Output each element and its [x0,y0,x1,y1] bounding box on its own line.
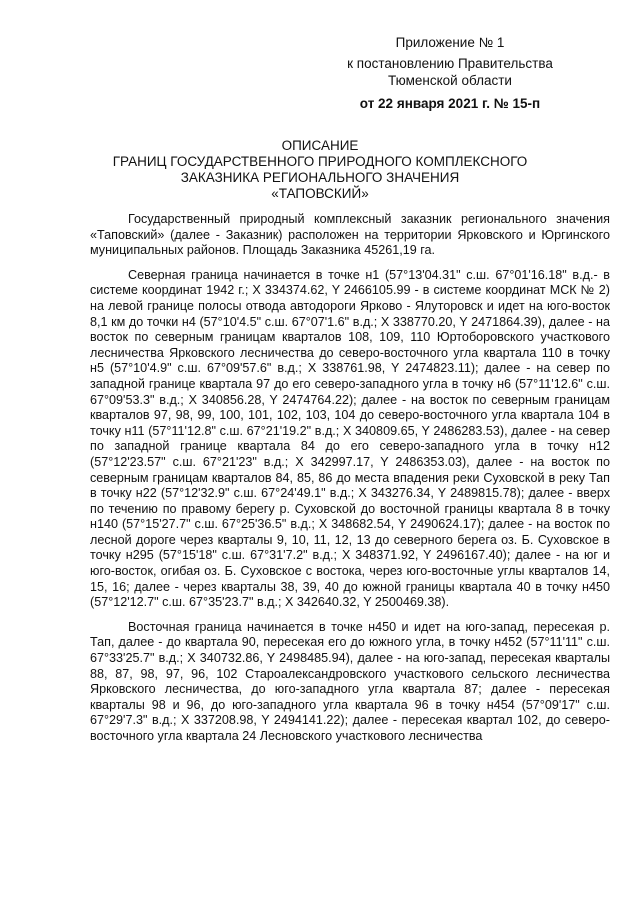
resolution-date: от 22 января 2021 г. № 15-п [359,96,541,111]
appendix-number: Приложение № 1 [395,35,505,50]
paragraph-intro: Государственный природный комплексный заказник регионального значения «Таповский» (далее - Заказник) расположен на территории Ярковского и Юргинского муниципальных районов. Площадь Заказника 45261,19 га. [90,212,610,258]
title-line-4: «ТАПОВСКИЙ» [271,186,369,201]
appendix-header [320,34,580,112]
resolution-reference: к постановлению Правительства [347,56,553,71]
region-name: Тюменской области [388,73,512,88]
title-line-3: ЗАКАЗНИКА РЕГИОНАЛЬНОГО ЗНАЧЕНИЯ [180,170,460,185]
title-line-2: ГРАНИЦ ГОСУДАРСТВЕННОГО ПРИРОДНОГО КОМПЛЕКСНОГО [112,154,528,169]
title-line-1: ОПИСАНИЕ [281,138,359,153]
document-title [60,138,580,202]
paragraph-northern-border: Северная граница начинается в точке н1 (57°13'04.31" с.ш. 67°01'16.18" в.д.- в системе координат 1942 г.; X 334374.62, Y 2466105.99 - в системе координат МСК № 2) на левой границе полосы отвода автодороги Ярково - Ялуторовск и идет на юго-восток 8,1 км до точки н4 (57°10'4.5" с.ш. 67°07'1.6" в.д.; X 338770.20, Y 2471864.39), далее - на восток по северным границам кварталов 108, 109, 110 Юртоборовского участкового лесничества Ярковского лесничества до северо-восточного угла квартала 110 в точку н5 (57°10'4.9" с.ш. 67°09'57.6" в.д.; X 338761.98, Y 2474823.11); далее - на север по западной границе квартала 97 до его северо-западного угла в точку н6 (57°11'12.6" с.ш. 67°09'53.3" в.д.; X 340856.28, Y 2474764.22); далее - на восток по северным границам кварталов 97, 98, 99, 100, 101, 102, 103, 104 до северо-восточного угла квартала 104 в точку н11 (57°11'12.8" с.ш. 67°21'19.2" в.д.; X 340809.65, Y 2486283.53), далее - на север по западной границе квартала 84 до его северо-западного угла в точку н12 (57°12'23.57" с.ш. 67°21'23" в.д.; X 342997.17, Y 2486353.03), далее - на восток по северным границам кварталов 84, 85, 86 до места впадения реки Суховской в реку Тап в точку н22 (57°12'32.9" с.ш. 67°24'49.1" в.д.; X 343276.34, Y 2489815.78); далее - вверх по течению по правому берегу р. Суховской до восточной границы квартала 8 в точку н140 (57°15'27.7" с.ш. 67°25'36.5" в.д.; X 348682.54, Y 2490624.17); далее - на восток по лесной дороге через кварталы 9, 10, 11, 12, 13 до северного берега оз. Б. Суховское в точку н295 (57°15'18" с.ш. 67°31'7.2" в.д.; X 348371.92, Y 2496167.40); далее - на юг и юго-восток, огибая оз. Б. Суховское с востока, через юго-восточные углы кварталов 14, 15, 16; далее - через кварталы 38, 39, 40 до южной границы квартала 40 в точку н450 (57°12'12.7" с.ш. 67°35'23.7" в.д.; X 342640.32, Y 2500469.38). [90,267,610,610]
paragraph-eastern-border: Восточная граница начинается в точке н450 и идет на юго-запад, пересекая р. Тап, далее - до квартала 90, пересекая его до южного угла, в точку н452 (57°11'11" с.ш. 67°33'25.7" в.д.; X 340732.86, Y 2498485.94), далее - на юго-запад, пересекая кварталы 88, 87, 98, 97, 96, 102 Староалександровского участкового сельского лесничества Ярковского лесничества, до юго-западного угла квартала 87; далее - пересекая кварталы 98 и 96, до юго-западного угла квартала 96 в точку н454 (57°09'17" с.ш. 67°29'7.3" в.д.; X 337208.98, Y 2494141.22); далее - пересекая квартал 102, до северо-восточного угла квартала 24 Лесновского участкового лесничества [90,619,610,743]
document-body [90,212,610,754]
